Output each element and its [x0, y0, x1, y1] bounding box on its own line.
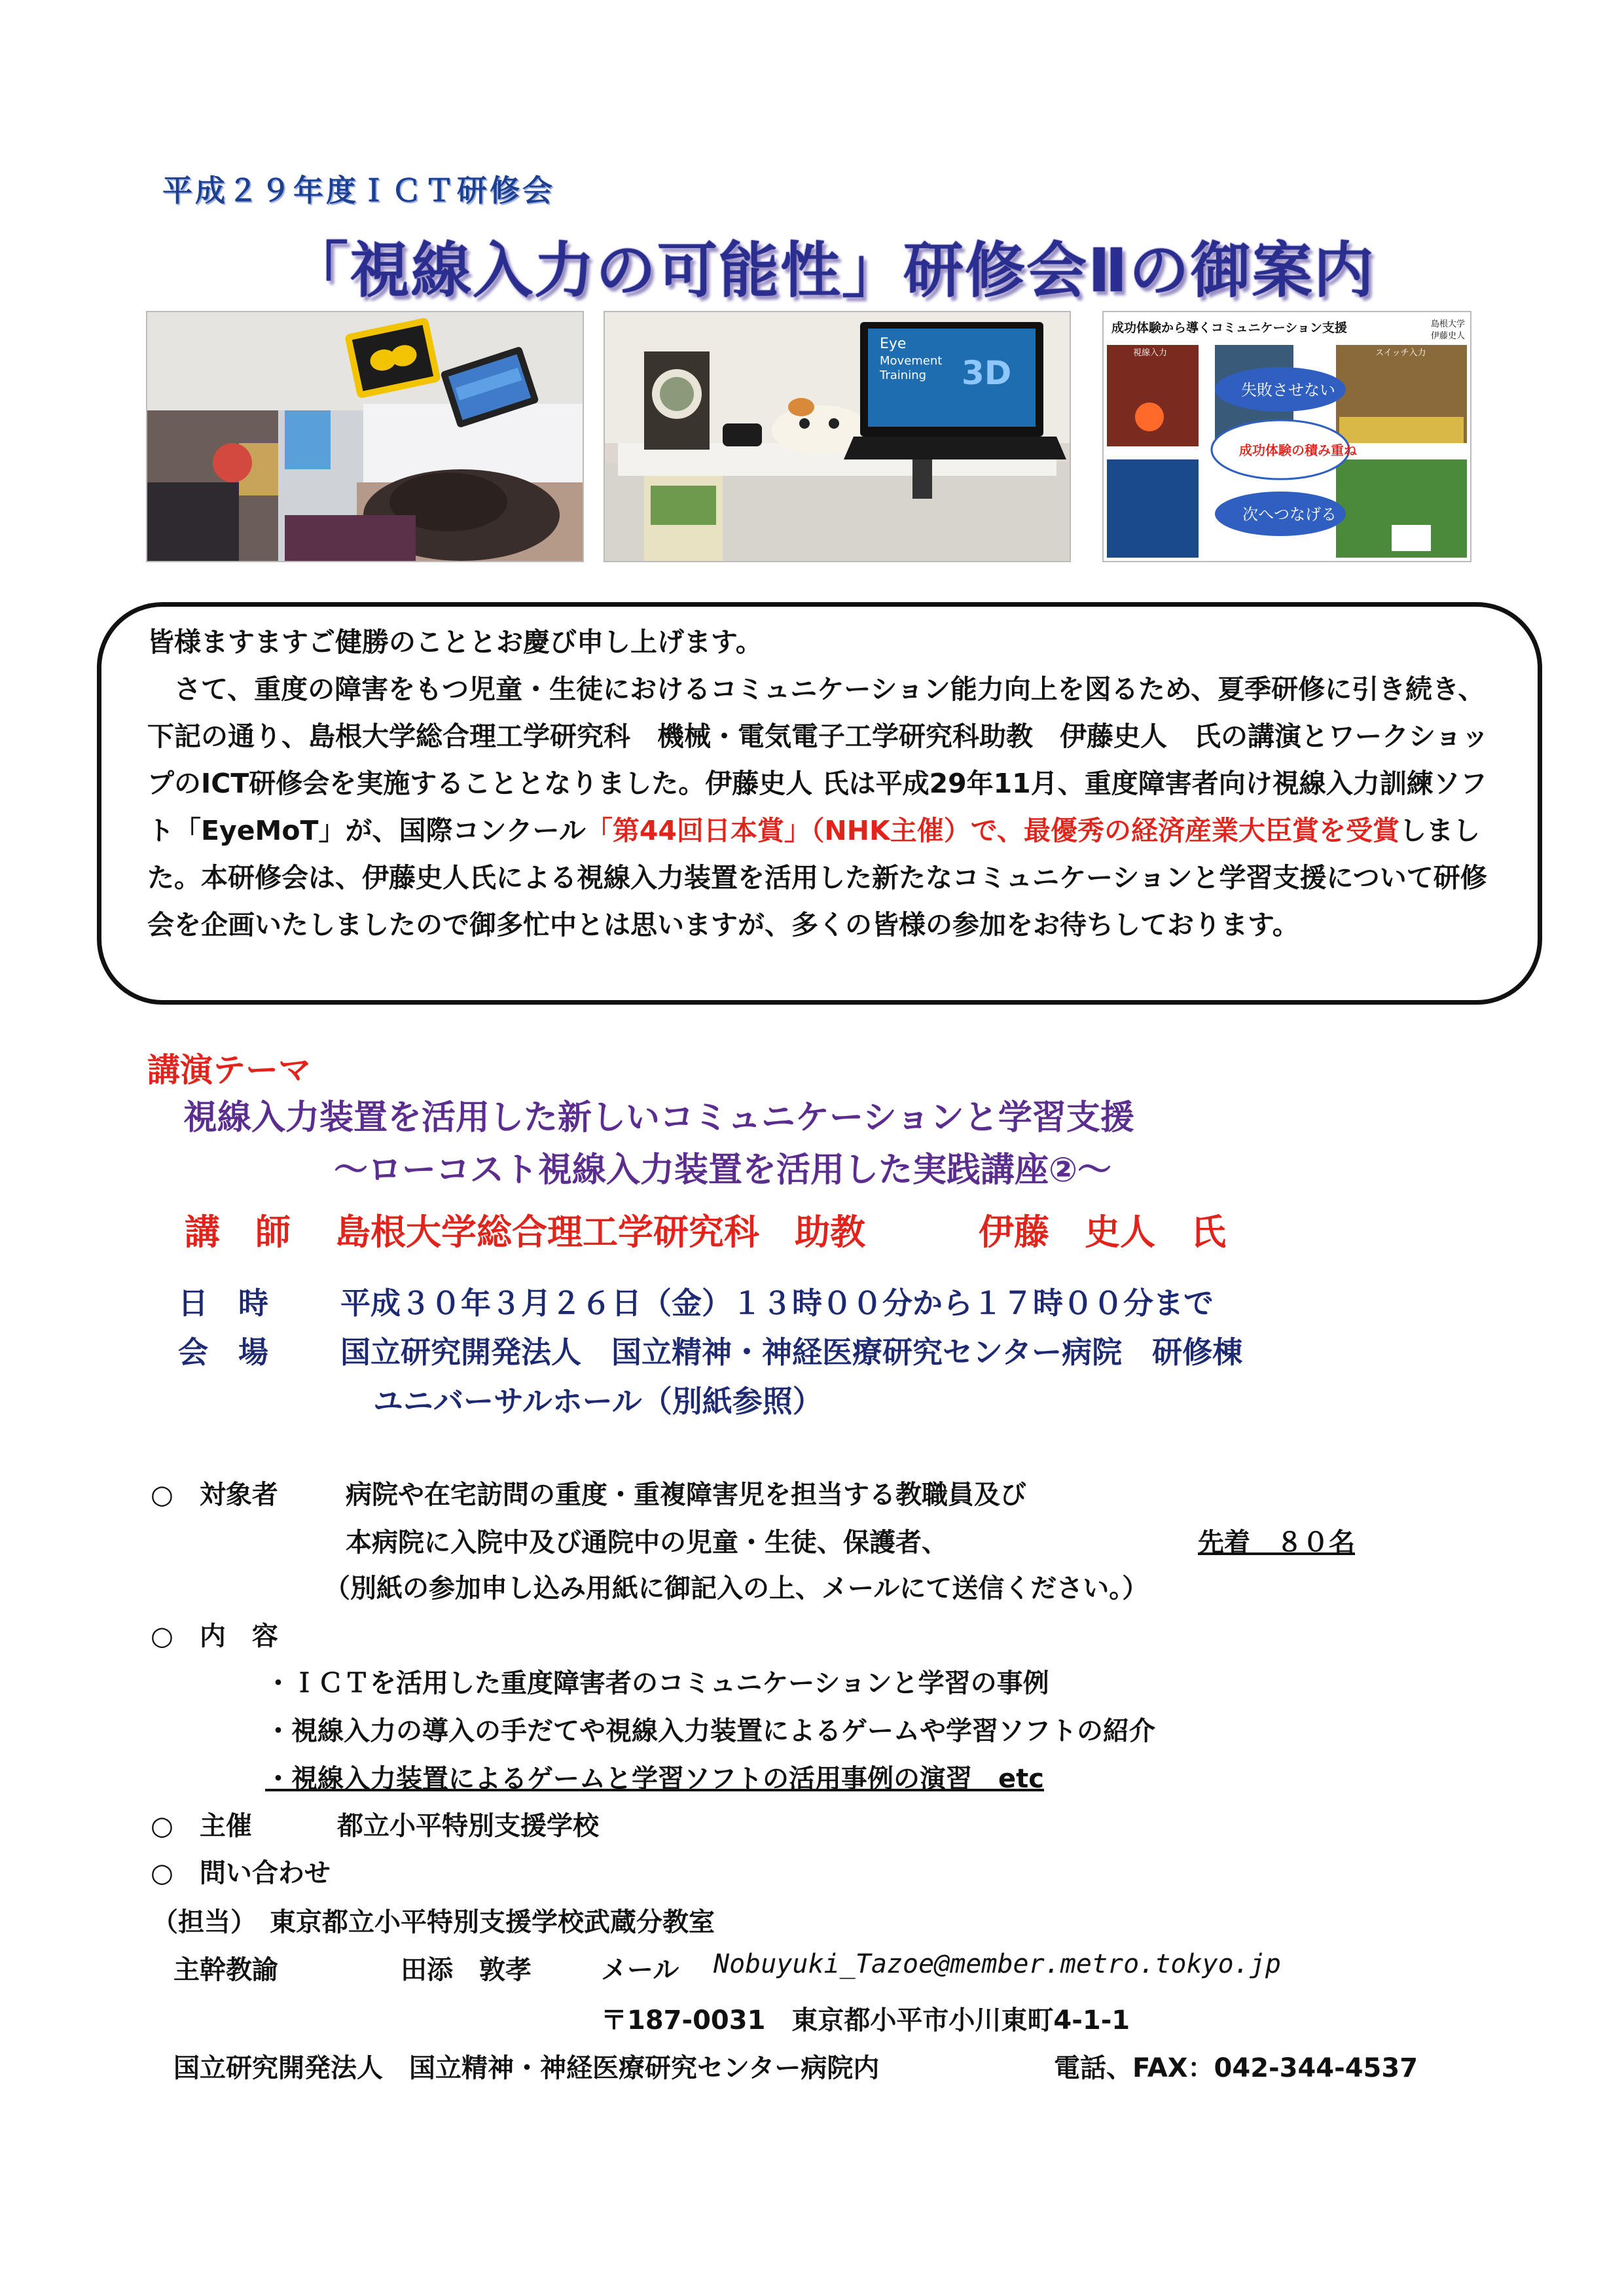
content-item-3: ・視線入力装置によるゲームと学習ソフトの活用事例の演習 etc	[265, 1764, 1044, 1794]
slide-author-affil: 島根大学	[1431, 319, 1466, 329]
content-label: ○ 内 容	[151, 1621, 278, 1651]
target-line-2: 本病院に入院中及び通院中の児童・生徒、保護者、	[346, 1528, 948, 1558]
venue-hall: ユニバーサルホール（別紙参照）	[373, 1384, 823, 1419]
photo-eye-tracking-setup	[604, 311, 1071, 562]
event-series-title: 平成２９年度ＩＣＴ研修会	[162, 173, 555, 208]
lecture-theme-title: 視線入力装置を活用した新しいコミュニケーションと学習支援	[183, 1098, 1134, 1138]
target-capacity: 先着 ８０名	[1198, 1528, 1355, 1558]
host-value: 都立小平特別支援学校	[337, 1811, 599, 1841]
intro-paragraph-part1: さて、重度の障害をもつ児童・生徒におけるコミュニケーション能力向上を図るため、夏季研修に引き続き、下記の通り、島根大学総合理工学研究科 機械・電気電子工学研究科助教 伊藤史人 氏の講演とワークショップのICT研修会を実施することとなりました。伊藤史人 氏は平成29年11月、重度障害者向け視線入力訓練ソフト「EyeMoT」が、国際コンクール	[147, 673, 1489, 846]
slide-bubble-no-fail: 失敗させない	[1241, 381, 1335, 399]
content-item-2: ・視線入力の導入の手だてや視線入力装置によるゲームや学習ソフトの紹介	[265, 1716, 1155, 1746]
screen-text-movement: Movement	[880, 354, 943, 368]
lecturer-label: 講 師	[185, 1211, 291, 1253]
target-note: （別紙の参加申し込み用紙に御記入の上、メールにて送信ください。）	[324, 1573, 1149, 1604]
lecturer-affiliation: 島根大学総合理工学研究科 助教	[335, 1211, 865, 1253]
venue-value: 国立研究開発法人 国立精神・神経医療研究センター病院 研修棟	[340, 1335, 1243, 1370]
slide-author-name: 伊藤史人	[1431, 331, 1466, 341]
date-value: 平成３０年３月２６日（金）１３時００分から１７時００分まで	[340, 1285, 1214, 1321]
content-item-1: ・ＩＣＴを活用した重度障害者のコミュニケーションと学習の事例	[265, 1668, 1049, 1698]
award-highlight: 「第44回日本賞」（NHK主催）で、最優秀の経済産業大臣賞を受賞	[585, 815, 1399, 846]
slide-title: 成功体験から導くコミュニケーション支援	[1111, 321, 1347, 335]
screen-text-eye: Eye	[880, 336, 907, 352]
mail-label: メール	[601, 1955, 679, 1985]
phone-fax: 電話、FAX：042-344-4537	[1054, 2053, 1418, 2083]
teacher-title: 主幹教諭	[173, 1955, 278, 1985]
contact-label: ○ 問い合わせ	[151, 1858, 331, 1888]
organization: 国立研究開発法人 国立精神・神経医療研究センター病院内	[173, 2053, 880, 2083]
host-label: ○ 主催	[151, 1811, 252, 1841]
lecture-theme-subtitle: ～ローコスト視線入力装置を活用した実践講座②～	[334, 1151, 1112, 1190]
intro-paragraph-part2: しました。本研修会は、伊藤史人氏による視線入力装置を活用した新たなコミュニケーションと学習支援について研修会を企画いたしましたので御多忙中とは思いますが、多くの皆様の参加をお待ちしております。	[147, 815, 1487, 941]
photo-communication-slide	[1102, 311, 1471, 562]
venue-label: 会 場	[178, 1335, 268, 1370]
intro-paragraph	[147, 666, 1502, 948]
lecturer-name: 伊藤 史人 氏	[979, 1211, 1226, 1253]
target-label: ○ 対象者	[151, 1480, 278, 1510]
lecture-theme-label: 講演テーマ	[147, 1051, 311, 1089]
slide-tag-switch: スイッチ入力	[1375, 348, 1426, 358]
contact-role: （担当） 東京都立小平特別支援学校武蔵分教室	[152, 1907, 715, 1937]
greeting-line: 皆様ますますご健勝のこととお慶び申し上げます。	[147, 626, 763, 658]
intro-text	[147, 619, 1502, 948]
date-label: 日 時	[178, 1285, 268, 1321]
teacher-name: 田添 敦孝	[401, 1955, 532, 1985]
screen-text-training: Training	[880, 368, 927, 382]
slide-bubble-next: 次へつなげる	[1242, 505, 1337, 524]
target-line-1: 病院や在宅訪問の重度・重複障害児を担当する教職員及び	[346, 1480, 1026, 1510]
photo-classroom	[146, 311, 584, 562]
screen-text-3d: 3D	[962, 354, 1012, 392]
mail-address[interactable]: Nobuyuki_Tazoe@member.metro.tokyo.jp	[713, 1949, 1281, 1979]
slide-bubble-success: 成功体験の積み重ね	[1239, 442, 1357, 458]
slide-tag-gaze: 視線入力	[1133, 348, 1168, 358]
page-title: 「視線入力の可能性」研修会Ⅱの御案内	[288, 236, 1375, 306]
postal-address: 〒187-0031 東京都小平市小川東町4-1-1	[601, 2005, 1130, 2036]
